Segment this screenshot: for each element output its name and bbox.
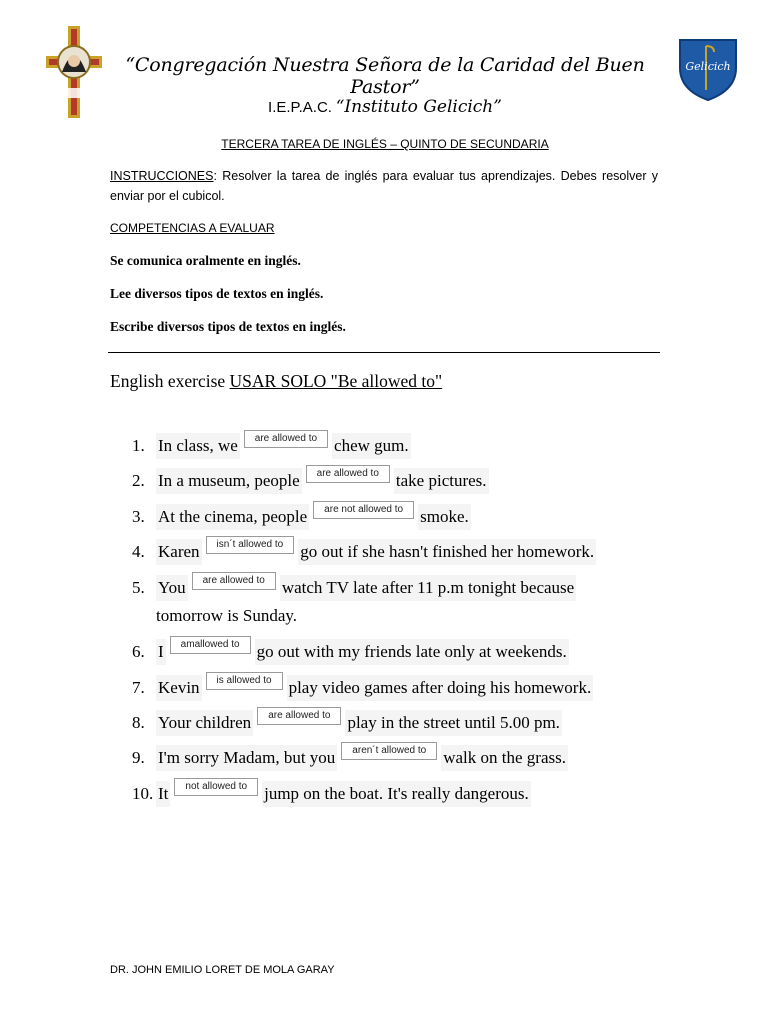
answer-field[interactable]: are allowed to (306, 465, 390, 483)
divider (108, 352, 660, 353)
item-text-after: go out with my friends late only at weekends. (255, 639, 569, 665)
exercise-item (132, 639, 569, 665)
competencias-title: COMPETENCIAS A EVALUAR (110, 221, 275, 235)
exercise-title (110, 371, 442, 392)
exercise-item (132, 745, 568, 771)
institute-name: “Instituto Gelicich” (335, 97, 502, 117)
exercise-title-prefix: English exercise (110, 371, 230, 391)
congregation-logo (46, 26, 102, 118)
exercise-item (132, 468, 489, 494)
competencia-item: Se comunica oralmente en inglés. (110, 253, 301, 268)
item-text-after: take pictures. (394, 468, 489, 494)
task-title: TERCERA TAREA DE INGLÉS – QUINTO DE SECUNDARIA (221, 137, 549, 151)
item-text-before: I (156, 639, 166, 665)
exercise-item (132, 781, 531, 807)
exercise-item (132, 710, 562, 736)
answer-field[interactable]: not allowed to (174, 778, 258, 796)
congregation-title: “Congregación Nuestra Señora de la Caridad del Buen Pastor” (125, 54, 645, 98)
item-text-after: play video games after doing his homework. (287, 675, 594, 701)
item-text-before: I'm sorry Madam, but you (156, 745, 337, 771)
answer-field[interactable]: is allowed to (206, 672, 283, 690)
competencia-item: Lee diversos tipos de textos en inglés. (110, 286, 324, 301)
answer-field[interactable]: amallowed to (170, 636, 251, 654)
gelicich-shield-logo (676, 38, 740, 102)
exercise-item (132, 575, 576, 601)
answer-field[interactable]: are allowed to (244, 430, 328, 448)
exercise-item (132, 675, 593, 701)
answer-field[interactable]: are not allowed to (313, 501, 414, 519)
exercise-item (132, 433, 411, 459)
item-text-before: You (156, 575, 188, 601)
item-text-after: go out if she hasn't finished her homework. (298, 539, 596, 565)
item-number: 9. (132, 748, 145, 767)
instructions-paragraph (110, 166, 658, 206)
item-text-after: walk on the grass. (441, 745, 568, 771)
item-text-after: chew gum. (332, 433, 411, 459)
item-text-after: watch TV late after 11 p.m tonight because (280, 575, 576, 601)
item-text-after: jump on the boat. It's really dangerous. (262, 781, 531, 807)
item-text-before: Karen (156, 539, 202, 565)
item-number: 2. (132, 471, 145, 490)
answer-field[interactable]: aren´t allowed to (341, 742, 437, 760)
item-text-after: smoke. (418, 504, 471, 530)
item-text-before: It (156, 781, 170, 807)
item-text-before: In a museum, people (156, 468, 302, 494)
institute-line (120, 97, 650, 117)
item-text-before: At the cinema, people (156, 504, 309, 530)
item-text-before: Your children (156, 710, 253, 736)
item-number: 5. (132, 578, 145, 597)
instructions-text: Resolver la tarea de inglés para evaluar tus aprendizajes. Debes resolver y enviar por el cubicol. (110, 169, 658, 203)
instructions-colon: : (213, 169, 217, 183)
item-number: 1. (132, 436, 145, 455)
exercise-title-instruction: USAR SOLO "Be allowed to" (229, 371, 443, 391)
exercise-item (132, 504, 471, 530)
item-number: 4. (132, 542, 145, 561)
item-number: 3. (132, 507, 145, 526)
gelicich-logo-text: Gelicich (685, 60, 731, 73)
exercise-item (132, 539, 596, 565)
institute-prefix: I.E.P.A.C. (268, 99, 332, 116)
item-text-after: play in the street until 5.00 pm. (345, 710, 561, 736)
item-number: 10. (132, 784, 154, 803)
item-text-before: In class, we (156, 433, 240, 459)
competencia-item: Escribe diversos tipos de textos en inglés. (110, 319, 346, 334)
item-text-before: Kevin (156, 675, 202, 701)
item-number: 8. (132, 713, 145, 732)
answer-field[interactable]: isn´t allowed to (206, 536, 295, 554)
instructions-label: INSTRUCCIONES (110, 169, 214, 183)
item-number: 7. (132, 678, 145, 697)
answer-field[interactable]: are allowed to (192, 572, 276, 590)
author-footer: DR. JOHN EMILIO LORET DE MOLA GARAY (110, 964, 335, 976)
item-continuation: tomorrow is Sunday. (156, 606, 298, 625)
item-number: 6. (132, 642, 145, 661)
answer-field[interactable]: are allowed to (257, 707, 341, 725)
